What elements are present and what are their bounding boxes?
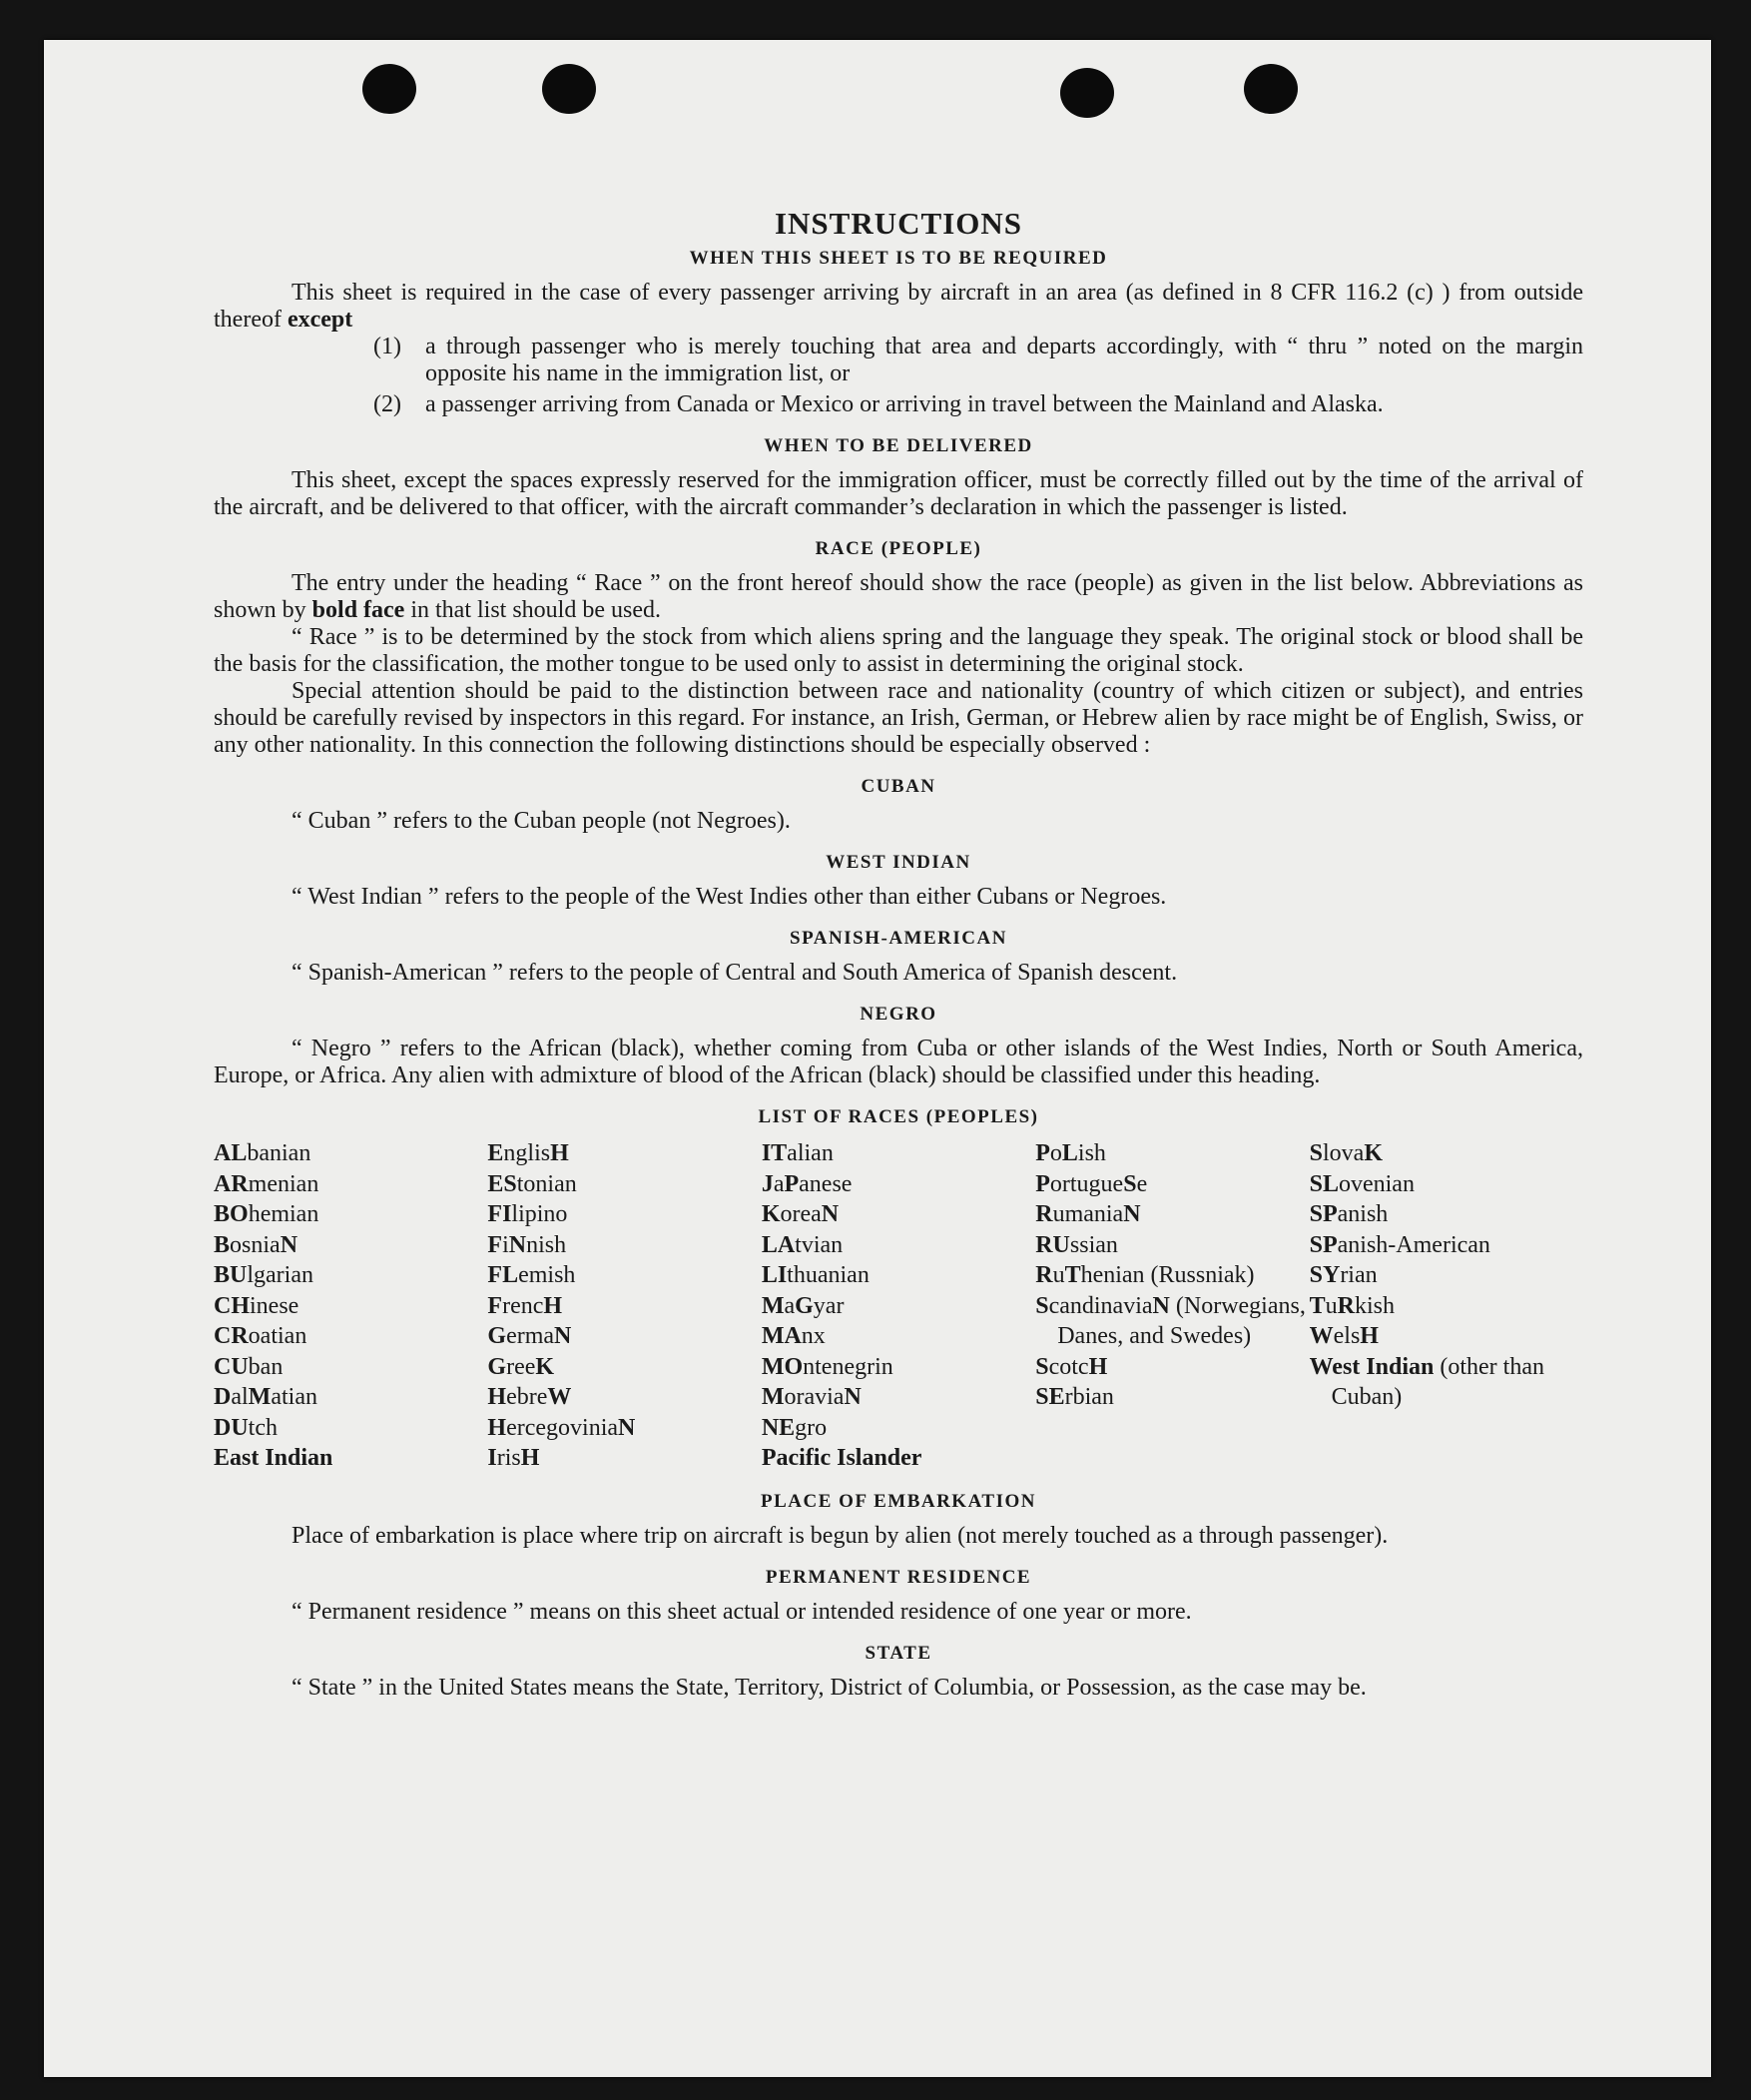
race-entry: BUlgarian bbox=[214, 1262, 313, 1288]
race-paragraph-2: “ Race ” is to be determined by the stock from which aliens spring and the language they speak. The original stock or blood shall be the basis for the classification, the mother tongue to be used only to assist in determining the original stock. bbox=[214, 624, 1583, 677]
race-entry: ScandinaviaN (Norwegians, Danes, and Swedes) bbox=[1035, 1292, 1306, 1349]
section-heading-permanent-residence: PERMANENT RESIDENCE bbox=[765, 1566, 1032, 1588]
race-entry: JaPanese bbox=[761, 1170, 853, 1197]
embarkation-text: Place of embarkation is place where trip on aircraft is begun by alien (not merely touched as a through passenger). bbox=[292, 1522, 1389, 1549]
permanent-residence-text: “ Permanent residence ” means on this sheet actual or intended residence of one year or more. bbox=[292, 1598, 1192, 1625]
race-entry: SlovaK bbox=[1309, 1140, 1383, 1166]
races-column bbox=[487, 1138, 761, 1474]
negro-text: “ Negro ” refers to the African (black), whether coming from Cuba or other islands of the West Indies, North or South America, Europe, or Africa. Any alien with admixture of blood of the African (black) should be classified under this heading. bbox=[214, 1036, 1583, 1088]
race-entry: RUssian bbox=[1035, 1231, 1118, 1258]
document-page bbox=[44, 40, 1711, 2077]
race-entry: PoLish bbox=[1035, 1140, 1106, 1166]
race-entry: FLemish bbox=[487, 1262, 576, 1288]
section-heading-spanish-american: SPANISH-AMERICAN bbox=[790, 928, 1007, 949]
section-heading-list-of-races: LIST OF RACES (PEOPLES) bbox=[758, 1106, 1039, 1127]
race-entry: FiNnish bbox=[487, 1231, 567, 1258]
section-heading-west-indian: WEST INDIAN bbox=[826, 852, 971, 873]
page-title: INSTRUCTIONS bbox=[774, 206, 1022, 241]
race-entry: SLovenian bbox=[1309, 1170, 1415, 1197]
punch-hole bbox=[542, 64, 596, 114]
race-entry: CRoatian bbox=[214, 1323, 307, 1349]
race-entry: SYrian bbox=[1309, 1262, 1378, 1288]
race-entry: SPanish bbox=[1309, 1201, 1389, 1227]
race-entry: CHinese bbox=[214, 1292, 299, 1319]
race-paragraph-1: The entry under the heading “ Race ” on the front hereof should show the race (people) as given in the list below. Abbreviations as shown by bold face in that list should be used. bbox=[214, 570, 1583, 623]
race-entry: LIthuanian bbox=[761, 1262, 870, 1288]
exception-text: a passenger arriving from Canada or Mexico or arriving in travel between the Mainland and Alaska. bbox=[425, 391, 1384, 417]
race-entry: MOntenegrin bbox=[761, 1353, 893, 1380]
race-entry: ITalian bbox=[761, 1140, 834, 1166]
race-entry: WelsH bbox=[1309, 1323, 1379, 1349]
race-entry: West Indian (other than Cuban) bbox=[1309, 1353, 1544, 1410]
race-entry: TuRkish bbox=[1309, 1292, 1395, 1319]
race-entry: EStonian bbox=[487, 1170, 577, 1197]
race-entry: LAtvian bbox=[761, 1231, 844, 1258]
race-entry: PortugueSe bbox=[1035, 1170, 1148, 1197]
races-column bbox=[762, 1138, 1035, 1474]
section-heading-embarkation: PLACE OF EMBARKATION bbox=[761, 1490, 1036, 1512]
race-entry: FIlipino bbox=[487, 1201, 568, 1227]
section-heading-when-required: WHEN THIS SHEET IS TO BE REQUIRED bbox=[689, 248, 1108, 269]
race-entry: GermaN bbox=[487, 1323, 572, 1349]
exception-item-2 bbox=[373, 391, 1583, 418]
races-list bbox=[214, 1138, 1583, 1474]
race-entry: HebreW bbox=[487, 1384, 572, 1410]
race-entry: IrisH bbox=[487, 1445, 540, 1471]
race-entry: SPanish-American bbox=[1309, 1231, 1490, 1258]
race-entry: NEgro bbox=[761, 1414, 828, 1441]
race-entry: Pacific Islander bbox=[761, 1445, 922, 1471]
race-entry: ALbanian bbox=[214, 1140, 311, 1166]
section-heading-negro: NEGRO bbox=[860, 1004, 937, 1025]
races-column bbox=[1310, 1138, 1583, 1474]
race-entry: MAnx bbox=[761, 1323, 826, 1349]
state-text: “ State ” in the United States means the State, Territory, District of Columbia, or Possession, as the case may be. bbox=[292, 1674, 1367, 1701]
instructions-body bbox=[214, 206, 1583, 1702]
race-entry: MoraviaN bbox=[761, 1384, 862, 1410]
exception-text: a through passenger who is merely touching that area and departs accordingly, with “ thru ” noted on the margin opposite his name in the immigration list, or bbox=[425, 334, 1583, 386]
race-entry: HercegoviniaN bbox=[487, 1414, 636, 1441]
section-heading-race: RACE (PEOPLE) bbox=[815, 538, 982, 559]
race-entry: CUban bbox=[214, 1353, 284, 1380]
race-entry: SErbian bbox=[1035, 1384, 1114, 1410]
race-entry: EnglisH bbox=[487, 1140, 569, 1166]
race-entry: DalMatian bbox=[214, 1384, 317, 1410]
race-entry: GreeK bbox=[487, 1353, 555, 1380]
race-paragraph-3: Special attention should be paid to the distinction between race and nationality (country of which citizen or subject), and entries should be carefully revised by inspectors in this regard. For instance, an Irish, German, or Hebrew alien by race might be of English, Swiss, or any other nationality. In this connection the following distinctions should be especially observed : bbox=[214, 678, 1583, 758]
race-entry: FrencH bbox=[487, 1292, 563, 1319]
punch-hole bbox=[1060, 68, 1114, 118]
races-column bbox=[1035, 1138, 1309, 1474]
race-entry: BOhemian bbox=[214, 1201, 319, 1227]
race-entry: MaGyar bbox=[761, 1292, 845, 1319]
punch-hole bbox=[362, 64, 416, 114]
exception-number: (2) bbox=[373, 391, 401, 417]
race-entry: ARmenian bbox=[214, 1170, 319, 1197]
race-entry: East Indian bbox=[214, 1445, 333, 1471]
when-required-intro: This sheet is required in the case of every passenger arriving by aircraft in an area (as defined in 8 CFR 116.2 (c) ) from outside thereof except bbox=[214, 280, 1583, 333]
section-heading-cuban: CUBAN bbox=[861, 776, 936, 797]
west-indian-text: “ West Indian ” refers to the people of the West Indies other than either Cubans or Negroes. bbox=[292, 884, 1167, 910]
punch-hole bbox=[1244, 64, 1298, 114]
spanish-american-text: “ Spanish-American ” refers to the people of Central and South America of Spanish descent. bbox=[292, 960, 1178, 986]
punch-holes bbox=[44, 40, 1711, 140]
race-entry: DUtch bbox=[214, 1414, 278, 1441]
races-column bbox=[214, 1138, 487, 1474]
exception-item-1 bbox=[373, 334, 1583, 387]
cuban-text: “ Cuban ” refers to the Cuban people (not Negroes). bbox=[292, 808, 791, 834]
section-heading-when-delivered: WHEN TO BE DELIVERED bbox=[764, 435, 1033, 456]
exception-number: (1) bbox=[373, 334, 401, 359]
race-entry: KoreaN bbox=[761, 1201, 840, 1227]
race-entry: ScotcH bbox=[1035, 1353, 1108, 1380]
when-delivered-text: This sheet, except the spaces expressly reserved for the immigration officer, must be correctly filled out by the time of the arrival of the aircraft, and be delivered to that officer, with the aircraft commander’s declaration in which the passenger is listed. bbox=[214, 467, 1583, 520]
race-entry: RumaniaN bbox=[1035, 1201, 1141, 1227]
race-entry: BosniaN bbox=[214, 1231, 298, 1258]
race-entry: RuThenian (Russniak) bbox=[1035, 1262, 1255, 1288]
section-heading-state: STATE bbox=[865, 1642, 932, 1664]
